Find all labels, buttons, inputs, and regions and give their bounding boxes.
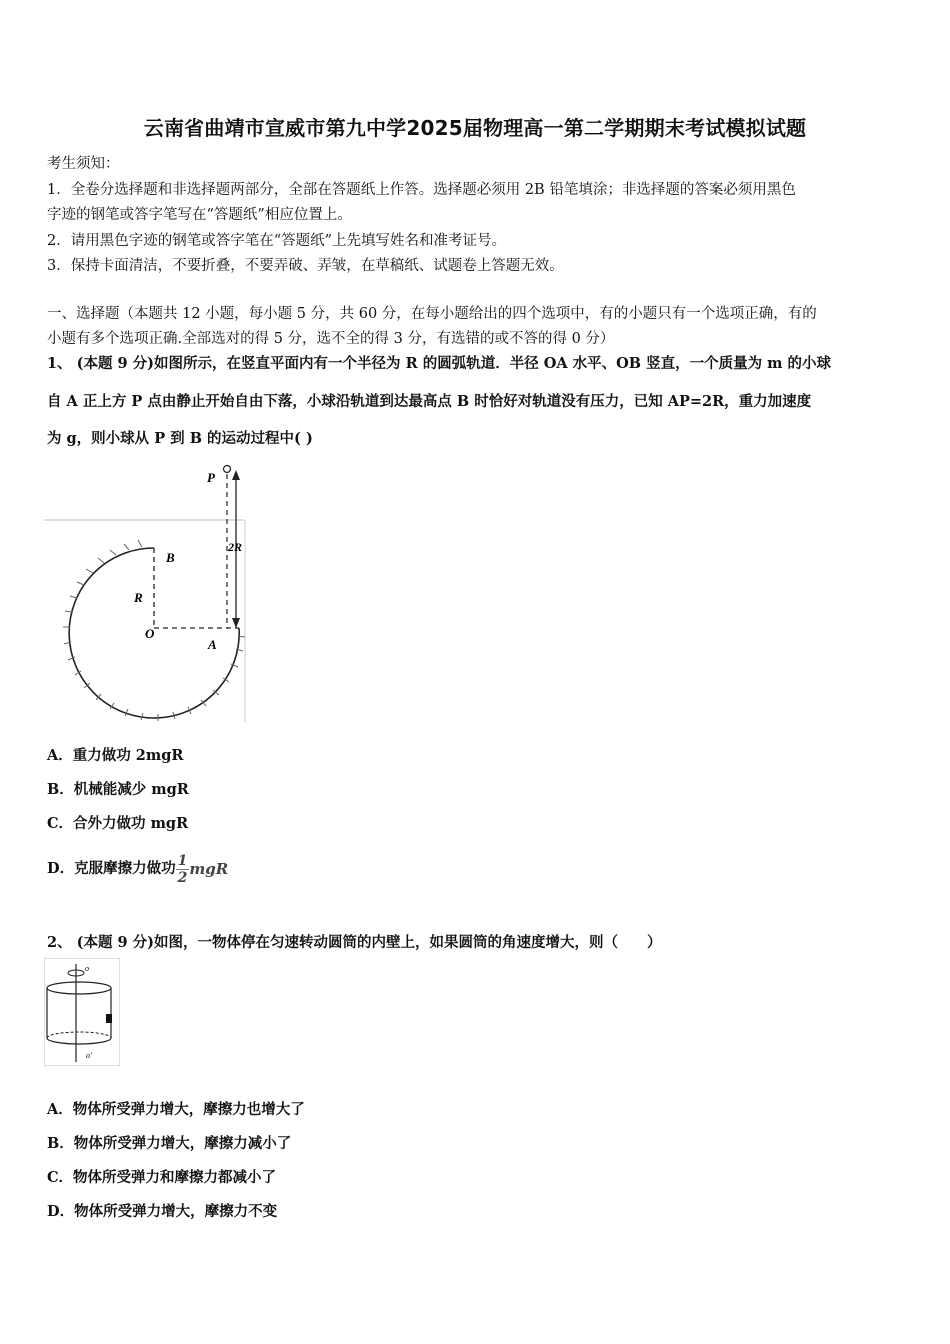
cylinder-top <box>47 982 111 994</box>
q2-option-C[interactable]: C．物体所受弹力和摩擦力都减小了 <box>47 1169 277 1186</box>
notice-line-1b: 字迹的钢笔或答字笔写在“答题纸”相应位置上。 <box>47 207 352 223</box>
section-intro-2: 小题有多个选项正确.全部选对的得 5 分，选不全的得 3 分，有选错的或不答的得 0 分） <box>47 331 615 347</box>
arrow-head-down <box>232 618 240 628</box>
notice-line-2: 2．请用黑色字迹的钢笔或答字笔在“答题纸”上先填写姓名和准考证号。 <box>47 233 507 249</box>
cylinder-bottom-back <box>47 1032 111 1038</box>
label-R: R <box>134 590 143 605</box>
q1-option-D-fraction: $\frac{1}{2}$ <box>177 852 188 886</box>
label-O: O <box>145 626 155 641</box>
label-A: A <box>208 637 217 652</box>
q2-line-1: 2、 (本题 9 分)如图，一物体停在匀速转动圆筒的内壁上，如果圆筒的角速度增大，则（ ） <box>47 934 662 951</box>
q1-line-2: 自 A 正上方 P 点由静止开始自由下落，小球沿轨道到达最高点 B 时恰好对轨道没有压力，已知 AP=2R，重力加速度 <box>47 393 812 410</box>
notice-line-1a: 1．全卷分选择题和非选择题两部分，全部在答题纸上作答。选择题必须用 2B 铅笔填涂；非选择题的答案必须用黑色 <box>47 182 796 198</box>
notice-line-3: 3．保持卡面清洁，不要折叠，不要弄破、弄皱，在草稿纸、试题卷上答题无效。 <box>47 258 564 274</box>
label-o-prime: o' <box>86 1051 92 1060</box>
q1-option-A[interactable]: A．重力做功 2mgR <box>47 747 184 764</box>
page-title: 云南省曲靖市宣威市第九中学2025届物理高一第二学期期末考试模拟试题 <box>143 116 807 140</box>
section-intro-1: 一、选择题（本题共 12 小题，每小题 5 分，共 60 分，在每小题给出的四个选项中，有的小题只有一个选项正确，有的 <box>47 306 817 322</box>
label-o: o <box>85 964 89 973</box>
notice-heading: 考生须知： <box>47 156 120 172</box>
q2-option-B[interactable]: B．物体所受弹力增大，摩擦力减小了 <box>47 1135 292 1152</box>
cylinder-bottom-front <box>47 1038 111 1044</box>
object-block <box>106 1014 112 1023</box>
label-2R: 2R <box>228 540 243 554</box>
q1-option-B[interactable]: B．机械能减少 mgR <box>47 781 189 798</box>
q2-cylinder-figure <box>44 958 120 1066</box>
q1-line-1: 1、 (本题 9 分)如图所示，在竖直平面内有一个半径为 R 的圆弧轨道．半径 OA 水平、OB 竖直，一个质量为 m 的小球 <box>47 355 832 372</box>
q1-line-3: 为 g，则小球从 P 到 B 的运动过程中( ) <box>47 430 313 447</box>
q1-option-D-expr: mgR <box>189 860 229 878</box>
q2-option-D[interactable]: D．物体所受弹力增大，摩擦力不变 <box>47 1203 278 1220</box>
label-B: B <box>166 550 175 565</box>
q2-option-A[interactable]: A．物体所受弹力增大，摩擦力也增大了 <box>47 1101 305 1118</box>
ball-P <box>224 466 231 473</box>
q1-option-C[interactable]: C．合外力做功 mgR <box>47 815 189 832</box>
label-P: P <box>207 470 215 485</box>
q1-option-D-text: D．克服摩擦力做功 <box>47 860 176 877</box>
q1-track-figure <box>44 460 264 730</box>
arrow-head-up <box>232 470 240 480</box>
q1-option-D[interactable] <box>47 846 228 892</box>
